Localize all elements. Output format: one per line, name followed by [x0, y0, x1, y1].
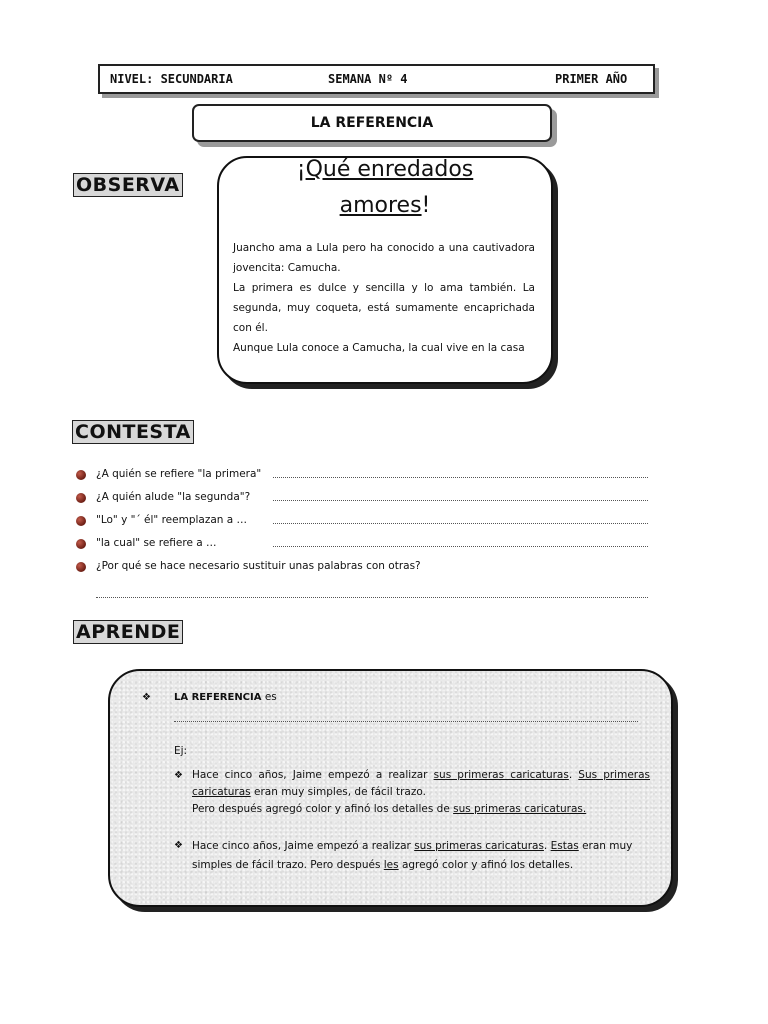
- bullet-icon: [76, 562, 86, 572]
- definition-answer-line[interactable]: [174, 721, 638, 722]
- story-paragraph: La primera es dulce y sencilla y lo ama también. La segunda, muy coqueta, está sumamente encaprichada con él.: [233, 282, 535, 334]
- answer-line[interactable]: [273, 500, 648, 501]
- answer-line[interactable]: [96, 597, 648, 598]
- aprende-label: APRENDE: [73, 620, 183, 644]
- example-bullet-icon: ❖: [174, 770, 183, 781]
- observa-label: OBSERVA: [73, 173, 183, 197]
- bullet-icon: [76, 516, 86, 526]
- aprende-box: [108, 669, 673, 907]
- anio-label: PRIMER AÑO: [555, 72, 628, 86]
- story-title: ¡Qué enredados amores!: [296, 157, 474, 218]
- bullet-icon: [76, 493, 86, 503]
- answer-line[interactable]: [273, 477, 648, 478]
- example-1: Hace cinco años, Jaime empezó a realizar sus primeras caricaturas. Sus primeras caricaturas eran muy simples, de fácil trazo. Pero después agregó color y afinó los detalles de sus primeras caricaturas.: [192, 769, 651, 815]
- example-bullet-icon: ❖: [174, 840, 183, 851]
- semana-label: SEMANA Nº 4: [328, 72, 408, 86]
- example-2: Hace cinco años, Jaime empezó a realizar sus primeras caricaturas. Estas eran muy simples de fácil trazo. Pero después les agregó color y afinó los detalles.: [192, 840, 633, 871]
- answer-line[interactable]: [273, 523, 648, 524]
- page-title: LA REFERENCIA: [192, 104, 552, 142]
- bullet-icon: [76, 470, 86, 480]
- story-box: [217, 156, 553, 384]
- question-item: "la cual" se refiere a …: [76, 537, 652, 553]
- question-item: ¿Por qué se hace necesario sustituir unas palabras con otras?: [76, 560, 652, 576]
- story-text: [233, 238, 535, 354]
- question-item: ¿A quién alude "la segunda"?: [76, 491, 652, 507]
- definition-bullet-icon: ❖: [142, 692, 151, 703]
- example-label: Ej:: [174, 745, 188, 757]
- question-item: ¿A quién se refiere "la primera": [76, 468, 652, 484]
- question-item: "Lo" y "´ él" reemplazan a …: [76, 514, 652, 530]
- story-paragraph: Aunque Lula conoce a Camucha, la cual vive en la casa: [233, 342, 525, 354]
- definition-line: LA REFERENCIA es: [174, 691, 277, 703]
- story-paragraph: Juancho ama a Lula pero ha conocido a una cautivadora jovencita: Camucha.: [233, 242, 535, 274]
- contesta-label: CONTESTA: [72, 420, 194, 444]
- answer-line[interactable]: [273, 546, 648, 547]
- header-bar: [98, 64, 655, 94]
- nivel-label: NIVEL: SECUNDARIA: [110, 72, 233, 86]
- bullet-icon: [76, 539, 86, 549]
